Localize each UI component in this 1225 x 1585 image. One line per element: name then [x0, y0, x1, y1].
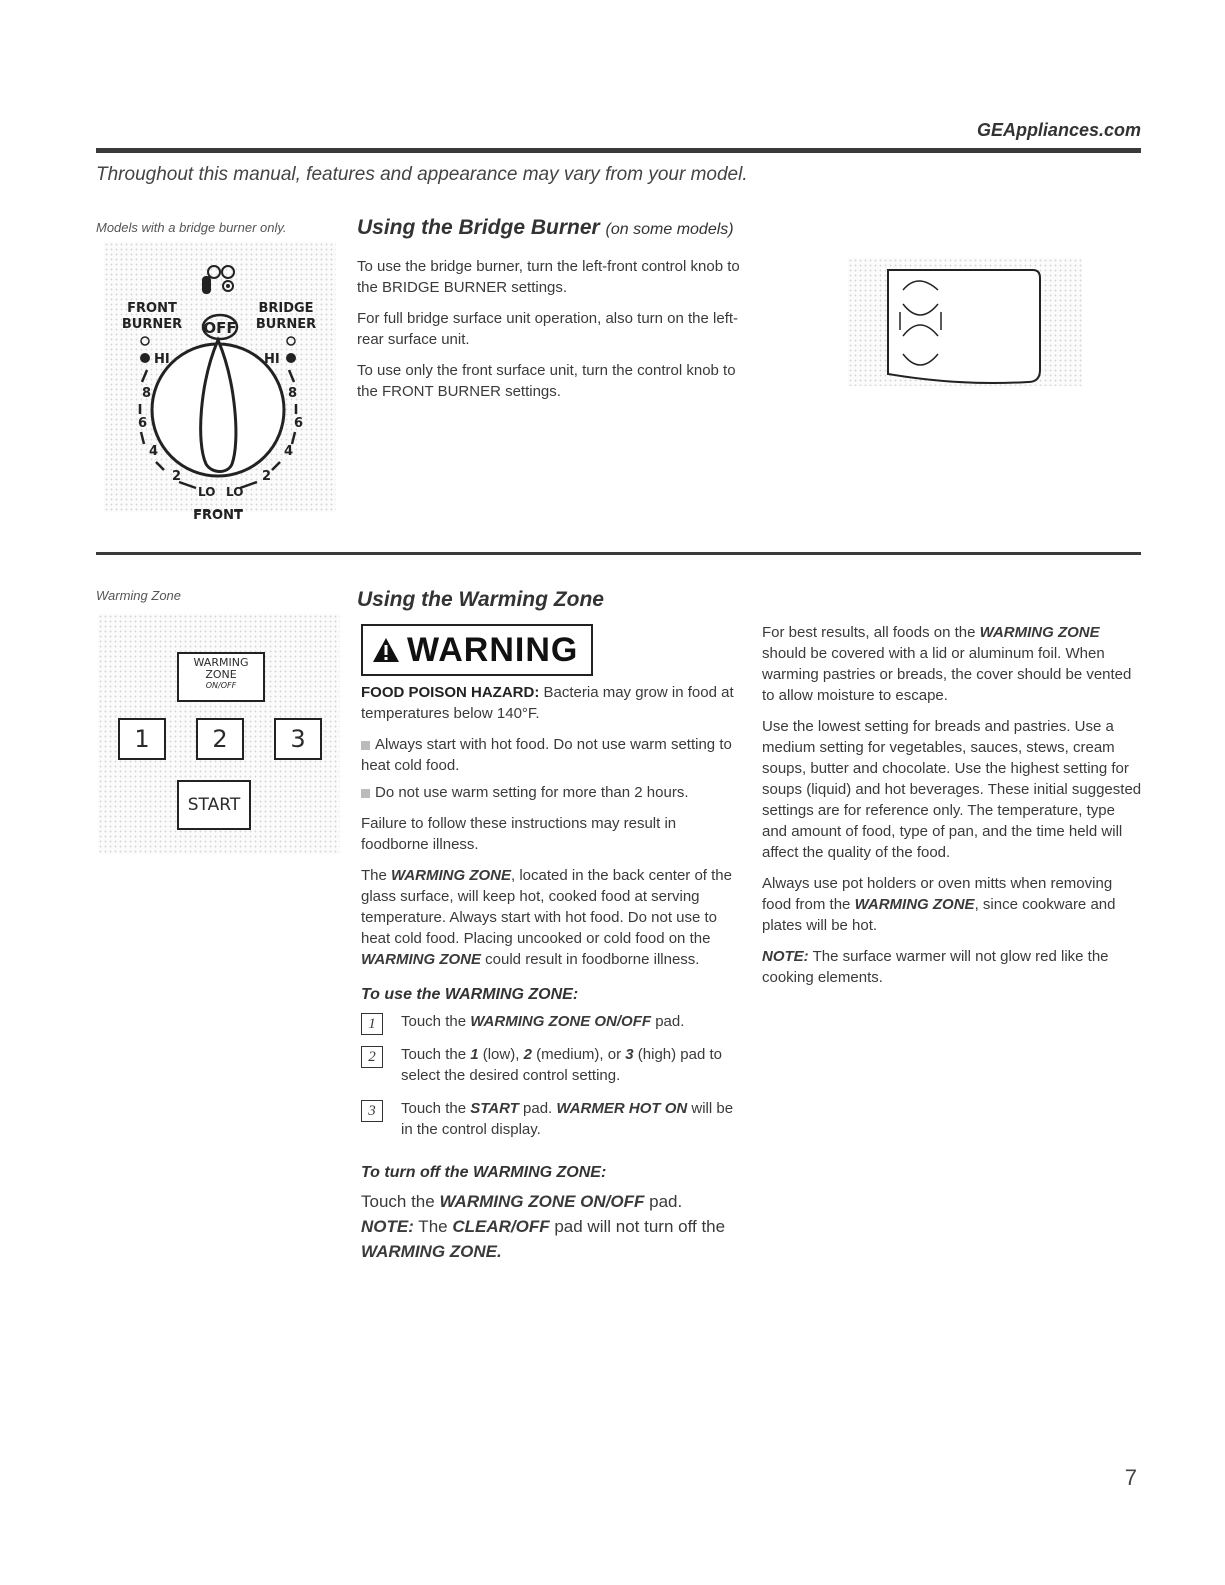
pad-label-zone: ZONE [205, 668, 237, 681]
warning-label [361, 624, 593, 676]
warming-zone-pad [177, 652, 265, 702]
start-pad: START [177, 780, 251, 830]
off-instructions: Touch the WARMING ZONE ON/OFF pad. NOTE: The CLEAR/OFF pad will not turn off the WARMING ZONE. [361, 1192, 726, 1261]
warming-caption: Warming Zone [96, 588, 182, 603]
hi-right-label: HI [264, 352, 280, 367]
use-heading: To use the WARMING ZONE: [361, 986, 579, 1003]
step-1: 1 Touch the WARMING ZONE ON/OFF pad. [361, 1011, 741, 1032]
tick-6-right: 6 [294, 416, 304, 431]
tick-4-right: 4 [284, 444, 294, 459]
failure-text: Failure to follow these instructions may result in foodborne illness. [361, 815, 677, 853]
section-divider [96, 552, 1141, 555]
step-number: 3 [361, 1100, 383, 1122]
warming-panel-illustration [98, 614, 340, 854]
tick-8-right: 8 [288, 386, 298, 401]
tick-2-left: 2 [172, 469, 182, 484]
tick-8-left: 8 [142, 386, 152, 401]
burner-label-right: BURNER [255, 317, 317, 332]
off-heading: To turn off the WARMING ZONE: [361, 1164, 607, 1181]
hi-left-label: HI [154, 352, 170, 367]
right-paragraph-3: Always use pot holders or oven mitts when removing food from the WARMING ZONE, since cookware and plates will be hot. [762, 875, 1116, 934]
site-url: GEAppliances.com [976, 120, 1141, 140]
bullet-item: Do not use warm setting for more than 2 hours. [375, 784, 689, 801]
bridge-paragraph: To use only the front surface unit, turn the control knob to the FRONT BURNER settings. [357, 362, 736, 400]
bullet-icon [361, 741, 370, 750]
page-number: 7 [1124, 1465, 1137, 1490]
tick-6-left: 6 [138, 416, 148, 431]
hazard-text: Bacteria may grow in food at temperatures below 140°F. [361, 684, 734, 722]
bridge-heading [357, 216, 734, 240]
disclaimer: Throughout this manual, features and appearance may vary from your model. [96, 164, 748, 185]
control-knob-diagram [104, 242, 336, 512]
step-3: 3 Touch the START pad. WARMER HOT ON will be in the control display. [361, 1098, 741, 1140]
hazard-title: FOOD POISON HAZARD: [361, 684, 540, 701]
bridge-element-diagram [848, 258, 1082, 386]
bullet-icon [361, 789, 370, 798]
right-paragraph-2: Use the lowest setting for breads and pastries. Use a medium setting for vegetables, sauces, stews, cream soups, butter and chocolate. Use the highest setting for soups (liquid) and hot beverages. These initial suggested settings are for reference only. The temperature, type and amount of food, type of pan, and the time held will affect the quality of the food. [762, 718, 1142, 861]
burner-label-left: BURNER [121, 317, 183, 332]
bridge-heading-sub: (on some models) [605, 221, 734, 238]
bridge-body [357, 256, 747, 412]
warming-left-body [361, 682, 741, 1264]
warming-heading: Using the Warming Zone [357, 588, 604, 611]
intro-paragraph: The WARMING ZONE, located in the back center of the glass surface, will keep hot, cooked food at serving temperature. Always start with hot food. Do not use to heat cold food. Placing uncooked or cold food on the WARMING ZONE could result in foodborne illness. [361, 867, 732, 968]
right-paragraph-1: For best results, all foods on the WARMING ZONE should be covered with a lid or aluminum foil. When warming pastries or breads, the cover should be vented to allow moisture to escape. [762, 624, 1132, 704]
bridge-paragraph: For full bridge surface unit operation, also turn on the left-rear surface unit. [357, 310, 739, 348]
pad-1: 1 [118, 718, 166, 760]
warming-right-body [762, 622, 1142, 998]
lo-right-label: LO [226, 485, 244, 499]
tick-2-right: 2 [262, 469, 272, 484]
pad-label-onoff: ON/OFF [205, 681, 237, 690]
warning-text: WARNING [407, 630, 579, 669]
front-label: FRONT [127, 301, 177, 316]
step-number: 1 [361, 1013, 383, 1035]
right-note: NOTE: The surface warmer will not glow red like the cooking elements. [762, 948, 1109, 986]
tick-4-left: 4 [149, 444, 159, 459]
bridge-heading-text: Using the Bridge Burner [357, 216, 600, 239]
step-number: 2 [361, 1046, 383, 1068]
knob-illustration [104, 242, 336, 512]
bridge-label: BRIDGE [258, 301, 314, 316]
warning-triangle-icon [371, 636, 401, 664]
cooktop-illustration [848, 258, 1082, 386]
pad-2: 2 [196, 718, 244, 760]
bridge-caption: Models with a bridge burner only. [96, 220, 287, 235]
lo-left-label: LO [198, 485, 216, 499]
header-rule [96, 148, 1141, 153]
pad-3: 3 [274, 718, 322, 760]
bullet-item: Always start with hot food. Do not use warm setting to heat cold food. [361, 736, 732, 774]
pad-label-warming: WARMING [193, 656, 249, 669]
bridge-paragraph: To use the bridge burner, turn the left-front control knob to the BRIDGE BURNER settings. [357, 258, 740, 296]
off-label: OFF [203, 319, 237, 337]
knob-front-caption: FRONT [193, 508, 243, 523]
step-2: 2 Touch the 1 (low), 2 (medium), or 3 (high) pad to select the desired control setting. [361, 1044, 741, 1086]
